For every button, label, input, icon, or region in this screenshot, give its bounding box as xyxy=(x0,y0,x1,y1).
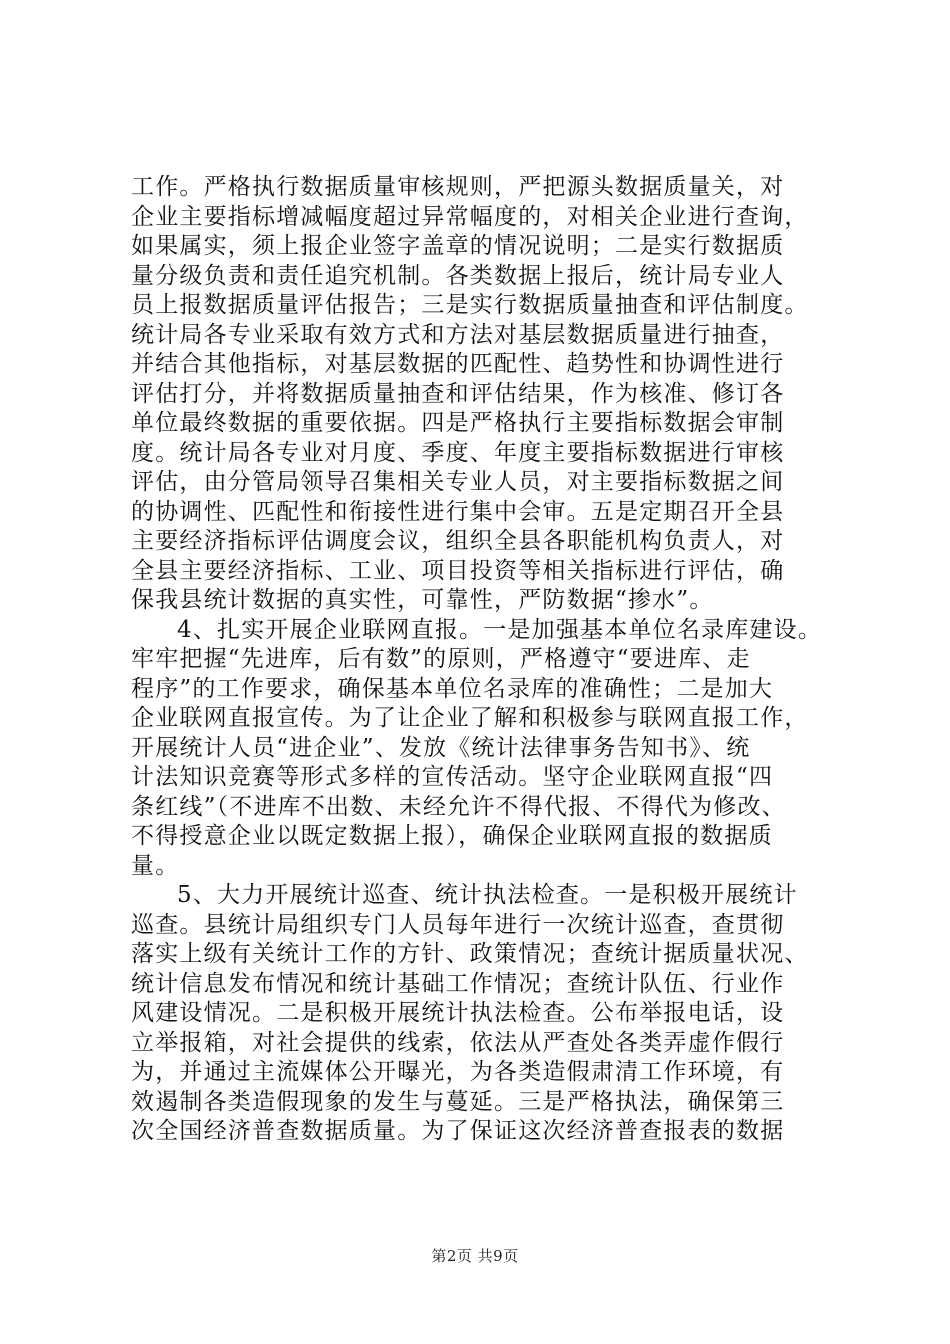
text-line: 员上报数据质量评估报告；三是实行数据质量抽查和评估制度。 xyxy=(131,292,809,318)
text-line: 量分级负责和责任追究机制。各类数据上报后，统计局专业人 xyxy=(131,262,785,289)
paragraph-start-line: 5、大力开展统计巡查、统计执法检查。一是积极开展统计 xyxy=(177,882,798,908)
text-line: 风建设情况。二是积极开展统计执法检查。公布举报电话，设 xyxy=(131,1000,785,1026)
page-number-footer: 第2页 共9页 xyxy=(431,1247,519,1265)
text-line: 开展统计人员“进企业”、发放《统计法律事务告知书》、统 xyxy=(131,734,751,761)
text-line: 统计信息发布情况和统计基础工作情况；查统计队伍、行业作 xyxy=(131,970,785,997)
text-line: 程序”的工作要求，确保基本单位名录库的准确性；二是加大 xyxy=(131,675,774,702)
text-line: 的协调性、匹配性和衔接性进行集中会审。五是定期召开全县 xyxy=(131,498,785,525)
text-line: 条红线”（不进库不出数、未经允许不得代报、不得代为修改、 xyxy=(131,793,786,820)
text-line: 全县主要经济指标、工业、项目投资等相关指标进行评估，确 xyxy=(131,557,785,584)
text-line: 保我县统计数据的真实性，可靠性，严防数据“掺水”。 xyxy=(131,587,714,613)
text-line: 主要经济指标评估调度会议，组织全县各职能机构负责人，对 xyxy=(131,528,785,554)
text-line: 量。 xyxy=(131,852,180,879)
text-line: 企业主要指标增减幅度超过异常幅度的，对相关企业进行查询， xyxy=(131,203,809,230)
body-text xyxy=(131,173,851,1147)
text-line: 牢牢把握“先进库，后有数”的原则，严格遵守“要进库、走 xyxy=(131,646,751,672)
text-line: 评估，由分管局领导召集相关专业人员，对主要指标数据之间 xyxy=(131,469,785,495)
text-line: 为，并通过主流媒体公开曝光，为各类造假肃清工作环境，有 xyxy=(131,1059,785,1085)
text-line: 评估打分，并将数据质量抽查和评估结果，作为核准、修订各 xyxy=(131,380,785,407)
text-line: 统计局各专业采取有效方式和方法对基层数据质量进行抽查， xyxy=(131,321,785,348)
text-line: 单位最终数据的重要依据。四是严格执行主要指标数据会审制 xyxy=(131,410,785,436)
text-line: 立举报箱，对社会提供的线索，依法从严查处各类弄虚作假行 xyxy=(131,1029,785,1056)
text-line: 落实上级有关统计工作的方针、政策情况；查统计据质量状况、 xyxy=(131,941,809,967)
text-line: 并结合其他指标，对基层数据的匹配性、趋势性和协调性进行 xyxy=(131,351,785,377)
text-line: 工作。严格执行数据质量审核规则，严把源头数据质量关，对 xyxy=(131,174,785,200)
paragraph-start-line: 4、扎实开展企业联网直报。一是加强基本单位名录库建设。 xyxy=(177,616,823,643)
text-line: 企业联网直报宣传。为了让企业了解和积极参与联网直报工作， xyxy=(131,705,809,731)
text-line: 度。统计局各专业对月度、季度、年度主要指标数据进行审核 xyxy=(131,439,785,466)
text-line: 效遏制各类造假现象的发生与蔓延。三是严格执法，确保第三 xyxy=(131,1088,785,1115)
text-line: 不得授意企业以既定数据上报），确保企业联网直报的数据质 xyxy=(131,823,773,849)
text-line: 巡查。县统计局组织专门人员每年进行一次统计巡查，查贯彻 xyxy=(131,911,785,938)
text-line: 如果属实，须上报企业签字盖章的情况说明；二是实行数据质 xyxy=(131,233,785,259)
text-line: 次全国经济普查数据质量。为了保证这次经济普查报表的数据 xyxy=(131,1118,785,1144)
text-line: 计法知识竞赛等形式多样的宣传活动。坚守企业联网直报“四 xyxy=(131,764,774,790)
